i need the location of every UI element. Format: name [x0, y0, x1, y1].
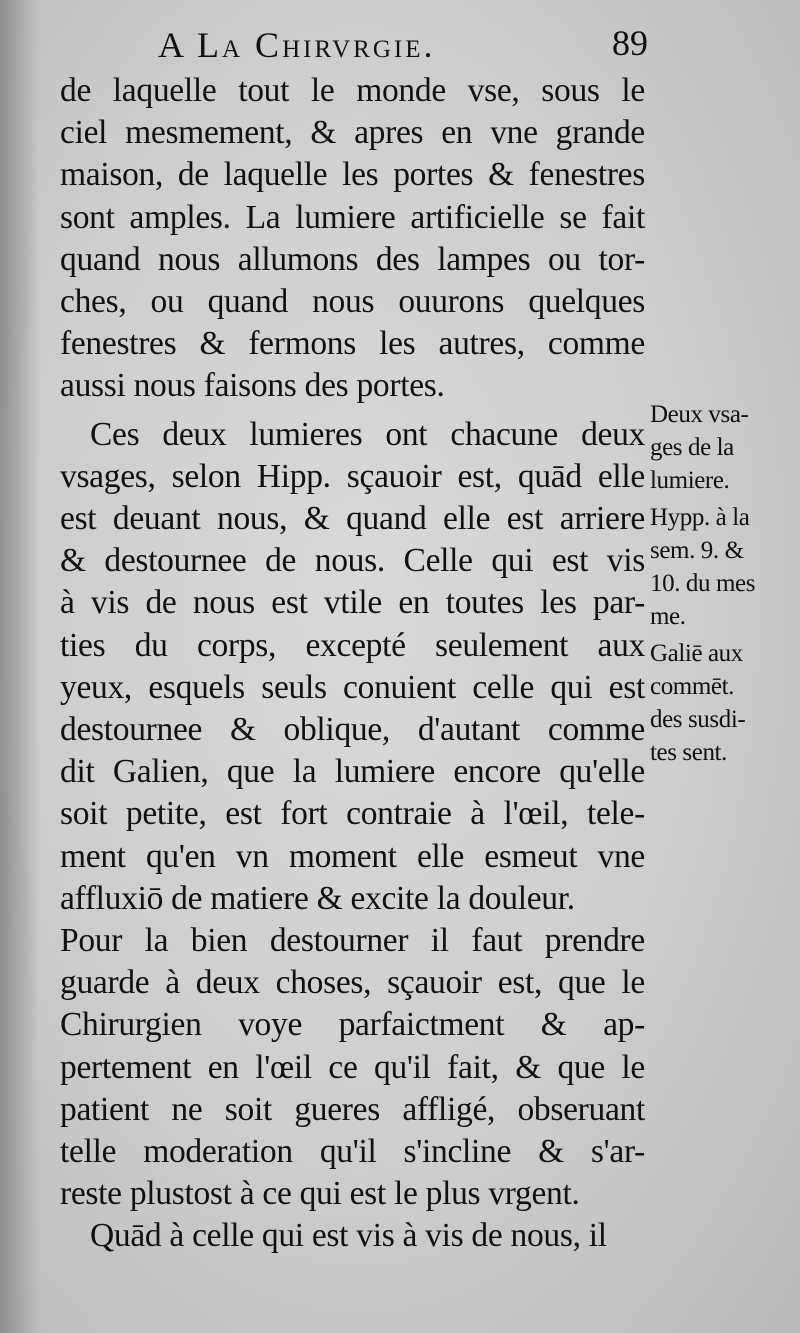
- running-header: [158, 18, 648, 66]
- note-line: Deux vsa-: [650, 401, 749, 428]
- text-line: quand nous allumons des lampes ou tor-: [60, 240, 645, 278]
- text-line: affluxiō de matiere & excite la douleur.: [60, 879, 575, 917]
- text-line: dit Galien, que la lumiere encore qu'elle: [60, 753, 645, 791]
- text-line: ties du corps, excepté seulement aux: [60, 626, 645, 664]
- text-line: telle moderation qu'il s'incline & s'ar-: [60, 1133, 645, 1171]
- margin-note: [650, 501, 795, 633]
- note-line: Galiē aux: [650, 640, 743, 667]
- text-line: soit petite, est fort contraie à l'œil, tele-: [60, 795, 645, 833]
- note-line: tes sent.: [650, 739, 727, 766]
- binding-shadow: [0, 0, 40, 1333]
- text-line: vsages, selon Hipp. sçauoir est, quād elle: [60, 457, 645, 495]
- margin-note: [650, 398, 795, 497]
- text-line: pertement en l'œil ce qu'il fait, & que le: [60, 1048, 645, 1086]
- note-line: ges de la: [650, 434, 734, 461]
- note-line: sem. 9. &: [650, 537, 744, 564]
- note-line: Hypp. à la: [650, 504, 750, 531]
- text-line: de laquelle tout le monde vse, sous le: [60, 72, 645, 109]
- text-line: Ces deux lumieres ont chacune deux: [90, 415, 645, 453]
- text-line: aussi nous faisons des portes.: [60, 367, 445, 405]
- text-line: est deuant nous, & quand elle est arriere: [60, 500, 645, 538]
- text-line: destournee & oblique, d'autant comme: [60, 711, 645, 749]
- paragraph: [60, 414, 645, 1216]
- note-line: 10. du mes: [650, 570, 756, 597]
- margin-note: [650, 637, 795, 769]
- text-line: reste plustost à ce qui est le plus vrgent.: [60, 1175, 580, 1213]
- note-line: des susdi-: [650, 706, 746, 733]
- note-line: lumiere.: [650, 467, 730, 494]
- paragraph: [60, 1215, 645, 1257]
- text-line: patient ne soit gueres affligé, obseruant: [60, 1090, 645, 1128]
- text-line: à vis de nous est vtile en toutes les par-: [60, 584, 645, 622]
- text-line: ches, ou quand nous ouurons quelques: [60, 283, 645, 321]
- text-line: ment qu'en vn moment elle esmeut vne: [60, 837, 645, 875]
- page-number: 89: [612, 23, 648, 63]
- text-line: yeux, esquels seuls conuient celle qui est: [60, 668, 645, 706]
- text-line: maison, de laquelle les portes & fenestres: [60, 156, 645, 194]
- text-line: & destournee de nous. Celle qui est vis: [60, 542, 645, 580]
- text-line: sont amples. La lumiere artificielle se fait: [60, 198, 645, 236]
- text-line: Pour la bien destourner il faut prendre: [60, 922, 645, 960]
- note-line: me.: [650, 603, 686, 630]
- margin-notes: [650, 398, 795, 769]
- paragraph: [60, 70, 645, 408]
- header-title: A La Chirvrgie.: [158, 25, 436, 65]
- text-line: ciel mesmement, & apres en vne grande: [60, 114, 645, 152]
- text-line: guarde à deux choses, sçauoir est, que le: [60, 964, 645, 1002]
- text-line: fenestres & fermons les autres, comme: [60, 325, 645, 363]
- main-text: [60, 70, 645, 1258]
- text-line: Quād à celle qui est vis à vis de nous, il: [90, 1217, 607, 1255]
- note-line: commēt.: [650, 673, 734, 700]
- text-line: Chirurgien voye parfaictment & ap-: [60, 1006, 645, 1044]
